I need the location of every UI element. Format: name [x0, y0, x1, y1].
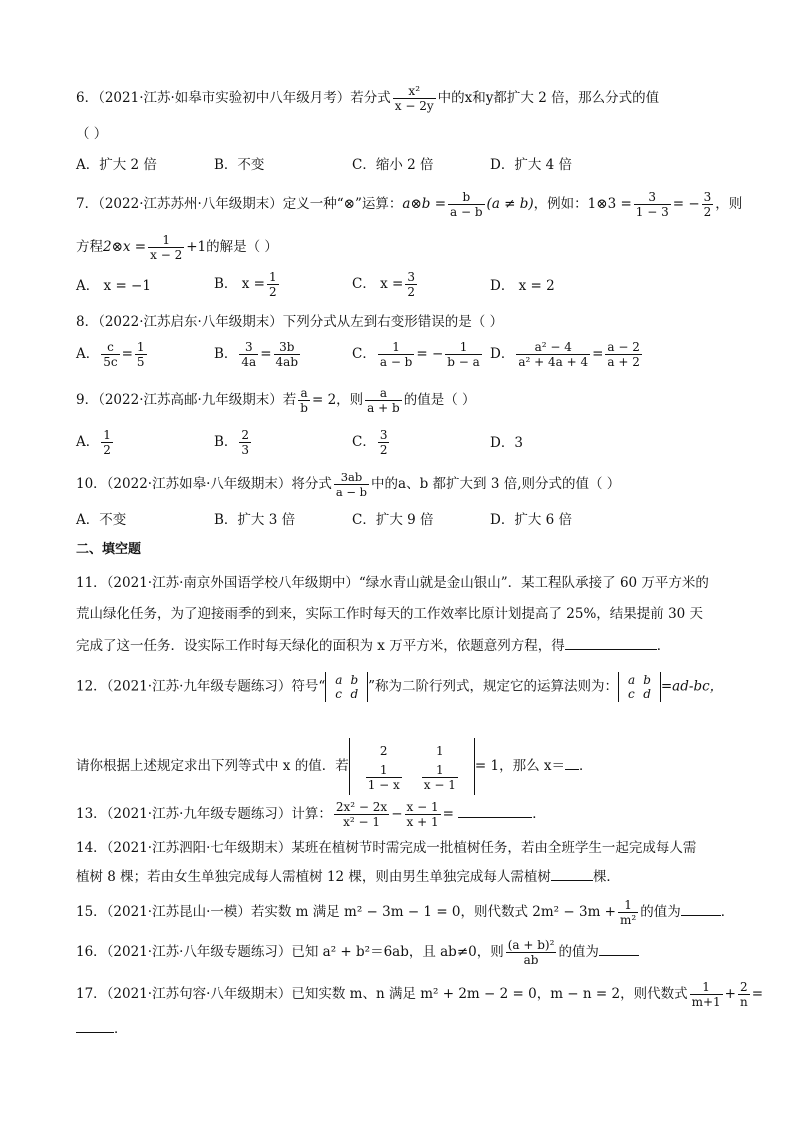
q17-answer-blank[interactable]: [76, 1018, 114, 1033]
q10-option-b: B．扩大 3 倍: [214, 512, 296, 528]
q16-answer-blank[interactable]: [599, 941, 639, 956]
q6-option-a: A．扩大 2 倍: [76, 157, 157, 173]
q14-line-1: 14．（2021·江苏泗阳·七年级期末）某班在植树节时需完成一批植树任务，若由全班学生一起完成每人需: [76, 840, 697, 856]
q7-equation-line: 方程2⊗x = $\frac{1}{x - 2}$ +1的解是（ ）: [76, 233, 278, 262]
q6-option-c: C．缩小 2 倍: [352, 157, 434, 173]
question-6: [76, 84, 659, 113]
q10-option-a: A．不变: [76, 512, 127, 528]
q8-option-c: C． $\frac{1}{a - b}$ = − $\frac{1}{b - a}$: [352, 340, 480, 369]
question-11-line-3: 完成了这一任务．设实际工作时每天绿化的面积为 x 万平方米，依题意列方程，得 ．: [76, 635, 670, 656]
question-9: 9．（2022·江苏高邮·九年级期末）若 $\frac{a}{b}$ = 2，则 $\frac{a}{a + b}$ 的值是（ ）: [76, 386, 476, 415]
q7-option-a: A． x = −1: [76, 278, 151, 294]
q6-paren: （ ）: [76, 126, 108, 142]
q7-option-d: D． x = 2: [490, 278, 555, 294]
q11-line-1: 11．（2021·江苏·南京外国语学校八年级期中）“绿水青山就是金山银山”．某工程队承接了 60 万平方米的: [76, 575, 709, 591]
q8-option-b: B． $\frac{3}{4a}$ = $\frac{3b}{4ab}$: [214, 340, 299, 369]
q6-option-b: B．不变: [214, 157, 265, 173]
q6-fraction: $\frac{\text{x²}}{x - 2y}$: [394, 84, 434, 113]
q6-option-d: D．扩大 4 倍: [490, 157, 572, 173]
q6-suffix: 中的x和y都扩大 2 倍，那么分式的值: [437, 90, 660, 106]
q9-option-b: B． $\frac{2}{3}$: [214, 428, 250, 457]
question-12: 12．（2021·江苏·九年级专题练习）符号“ a b c d ”称为二阶行列式，规定它的运算法则为： a b c d =ad-bc，: [76, 673, 724, 701]
question-7: 7．（2022·江苏苏州·八年级期末）定义一种“⊗”运算：a⊗b = $\frac{b}{a - b}$ (a ≠ b)，例如：1⊗3 = $\frac{3}{1 - 3}$ = − $\frac{3}{2}$ ，则: [76, 190, 743, 219]
q14-answer-blank[interactable]: [551, 866, 593, 881]
q10-option-d: D．扩大 6 倍: [490, 512, 572, 528]
q12-answer-blank[interactable]: [565, 755, 579, 770]
q10-option-c: C．扩大 9 倍: [352, 512, 434, 528]
question-17: 17．（2021·江苏句容·八年级期末）已知实数 m、n 满足 m² + 2m − 2 = 0，m − n = 2，则代数式 $\frac{1}{m+1}$ + $\frac{2}{n}$ =: [76, 980, 764, 1009]
q7-option-b: B． x = $\frac{1}{2}$: [214, 270, 277, 299]
q13-answer-blank[interactable]: [458, 803, 532, 818]
q15-answer-blank[interactable]: [681, 901, 721, 916]
section-heading-fill-in: 二、填空题: [76, 542, 142, 557]
q11-answer-blank[interactable]: [565, 635, 657, 650]
q12-determinant-equation: 2 1 $\frac{1}{1 - x}$ $\frac{1}{x - 1}$: [349, 738, 475, 795]
q8-option-a: A． $\frac{c}{5c}$ = $\frac{1}{5}$: [76, 340, 145, 369]
q12-line-2: 请你根据上述规定求出下列等式中 x 的值．若 2 1 $\frac{1}{1 - x}$ $\frac{1}{x - 1}$ = 1，那么 x＝ ．: [76, 738, 593, 795]
q7-option-c: C． x = $\frac{3}{2}$: [352, 270, 415, 299]
q9-option-d: D．3: [490, 435, 523, 451]
question-14-line-2: 植树 8 棵；若由女生单独完成每人需植树 12 棵，则由男生单独完成每人需植树 棵．: [76, 866, 620, 887]
q12-determinant-rule: a b c d: [618, 672, 661, 702]
q11-line-2: 荒山绿化任务，为了迎接雨季的到来，实际工作时每天的工作效率比原计划提高了 25%，结果提前 30 天: [76, 606, 704, 622]
q8-option-d: D． $\frac{\text{a² − 4}}{\text{a² + 4a + 4}}$ = $\frac{a - 2}{a + 2}$: [490, 340, 640, 369]
q6-prefix: 6．（2021·江苏·如皋市实验初中八年级月考）若分式: [76, 90, 391, 106]
question-15: 15．（2021·江苏昆山·一模）若实数 m 满足 m² − 3m − 1 = 0，则代数式 2m² − 3m + $\frac{1}{\text{m²}}$ 的值为 ．: [76, 898, 735, 927]
question-13: 13．（2021·江苏·九年级专题练习）计算： $\frac{\text{2x² − 2x}}{\text{x² − 1}}$ − $\frac{x - 1}{x + 1}$ = ．: [76, 800, 546, 829]
q12-determinant-symbol: a b c d: [325, 672, 368, 702]
q17-answer-line: ．: [76, 1018, 128, 1039]
q9-option-a: A． $\frac{1}{2}$: [76, 428, 111, 457]
question-8: 8．（2022·江苏启东·八年级期末）下列分式从左到右变形错误的是（ ）: [76, 314, 504, 330]
q9-option-c: C． $\frac{3}{2}$: [352, 428, 388, 457]
question-10: 10．（2022·江苏如皋·八年级期末）将分式 $\frac{3ab}{a - b}$ 中的a、b 都扩大到 3 倍,则分式的值（ ）: [76, 470, 621, 499]
question-16: 16．（2021·江苏·八年级专题练习）已知 a² + b²＝6ab，且 ab≠0，则 $\frac{\text{(a + b)²}}{ab}$ 的值为: [76, 938, 639, 967]
